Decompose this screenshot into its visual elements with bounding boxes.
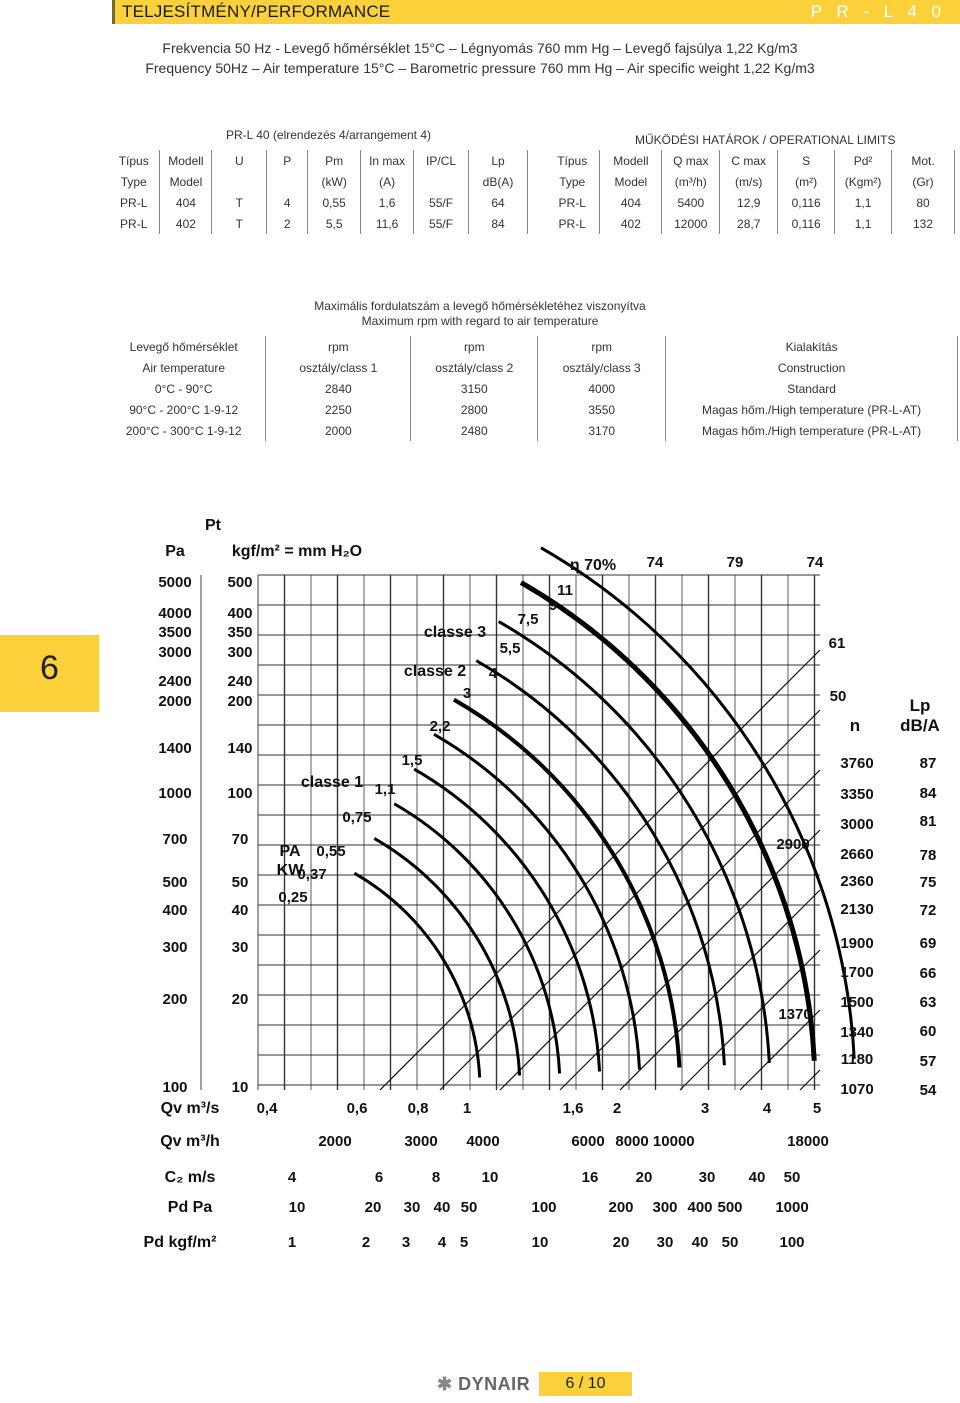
pdkgf-tick: 3 <box>401 1234 411 1251</box>
lp-value: 63 <box>919 994 937 1011</box>
table-header-cell: Típus <box>545 150 600 171</box>
table-row <box>108 213 528 234</box>
table-cell: 2000 <box>266 420 411 441</box>
table-header-cell: rpm <box>538 336 666 357</box>
qvh-tick: 2000 <box>318 1133 352 1150</box>
pa-tick: 100 <box>162 1079 188 1096</box>
rpm-value: 1900 <box>840 935 874 952</box>
efficiency-value: 61 <box>828 635 846 652</box>
table-header-cell <box>267 171 308 192</box>
power-value: 5,5 <box>499 640 521 657</box>
c2-tick: 10 <box>481 1169 499 1186</box>
header-accent <box>112 0 115 24</box>
pdkgf-tick: 4 <box>437 1234 447 1251</box>
rpm-value: 1180 <box>840 1051 874 1068</box>
table-cell: 0,55 <box>308 192 361 213</box>
rpm-value: 3000 <box>840 816 874 833</box>
pdkgf-tick: 20 <box>612 1234 630 1251</box>
table-cell: 2250 <box>266 399 411 420</box>
qvs-tick: 4 <box>762 1100 772 1117</box>
performance-curve <box>499 622 770 1063</box>
table-row <box>102 378 958 399</box>
table-cell: PR-L <box>545 192 600 213</box>
lp-label: Lp <box>909 696 931 715</box>
kgf-tick: 400 <box>227 605 253 622</box>
power-value: 7,5 <box>517 611 539 628</box>
kgf-tick: 50 <box>231 874 249 891</box>
table-header-row <box>545 171 955 192</box>
table-cell: Magas hőm./High temperature (PR-L-AT) <box>666 399 958 420</box>
rpm-value: 1070 <box>840 1081 874 1098</box>
kw-label: KW <box>276 862 304 879</box>
table-header-cell: (A) <box>361 171 414 192</box>
c2-tick: 8 <box>431 1169 441 1186</box>
table-header-cell: osztály/class 3 <box>538 357 666 378</box>
table-cell: 402 <box>160 213 212 234</box>
pdpa-tick: 200 <box>608 1199 634 1216</box>
brand-name: DYNAIR <box>458 1374 531 1394</box>
table-header-cell: C max <box>720 150 778 171</box>
table-row <box>545 192 955 213</box>
table-header-row <box>545 150 955 171</box>
spec-table <box>108 150 528 234</box>
pdpa-tick: 100 <box>531 1199 557 1216</box>
qvh-tick: 4000 <box>466 1133 500 1150</box>
lp-value: 75 <box>919 874 937 891</box>
table-cell: 132 <box>892 213 955 234</box>
qvs-label: Qv m³/s <box>160 1100 220 1117</box>
table-cell: 12000 <box>662 213 720 234</box>
pa-tick: 3500 <box>158 624 192 641</box>
table-header-cell: (kW) <box>308 171 361 192</box>
kgf-tick: 10 <box>231 1079 249 1096</box>
performance-curve <box>414 769 599 1071</box>
lp-value: 57 <box>919 1053 937 1070</box>
rpm-diagonal <box>380 650 820 1090</box>
qvs-tick: 1,6 <box>562 1100 584 1117</box>
c2-tick: 6 <box>374 1169 384 1186</box>
table-header-cell: Model <box>600 171 662 192</box>
power-value: 0,55 <box>316 843 346 860</box>
table-row <box>108 192 528 213</box>
rpm-value: 3350 <box>840 786 874 803</box>
pdpa-tick: 10 <box>288 1199 306 1216</box>
pa-tick: 3000 <box>158 644 192 661</box>
rpm-value: 2660 <box>840 846 874 863</box>
table-header-cell: Mot. <box>892 150 955 171</box>
pdpa-tick: 1000 <box>775 1199 809 1216</box>
kgf-tick: 140 <box>227 740 253 757</box>
c2-tick: 50 <box>783 1169 801 1186</box>
c2-tick: 40 <box>748 1169 766 1186</box>
table-cell: 1,1 <box>835 192 892 213</box>
table-cell: 200°C - 300°C 1-9-12 <box>102 420 266 441</box>
table-cell: 5,5 <box>308 213 361 234</box>
lp-value: 69 <box>919 935 937 952</box>
qvs-tick: 2 <box>612 1100 622 1117</box>
pdpa-tick: 500 <box>717 1199 743 1216</box>
table-header-row <box>102 336 958 357</box>
table-cell: 11,6 <box>361 213 414 234</box>
power-value: 4 <box>488 665 498 682</box>
table-header-cell: Type <box>108 171 160 192</box>
table-header-cell: P <box>267 150 308 171</box>
table-header-cell: Lp <box>469 150 528 171</box>
section-number: 6 <box>40 649 59 687</box>
table-header-cell: Levegő hőmérséklet <box>102 336 266 357</box>
table-header-cell: Modell <box>600 150 662 171</box>
pa-tick: 500 <box>162 874 188 891</box>
qvs-tick: 0,4 <box>256 1100 278 1117</box>
rpm-caption-en: Maximum rpm with regard to air temperature <box>361 314 599 328</box>
right-table-caption: MŰKÖDÉSI HATÁROK / OPERATIONAL LIMITS <box>635 133 896 147</box>
table-header-cell: dB(A) <box>469 171 528 192</box>
table-cell: PR-L <box>108 192 160 213</box>
power-value: 11 <box>557 582 573 599</box>
table-cell: 4000 <box>538 378 666 399</box>
conditions-hu: Frekvencia 50 Hz - Levegő hőmérséklet 15°C – Légnyomás 760 mm Hg – Levegő fajsúlya 1,22 Kg/m3 <box>162 40 798 56</box>
pa-tick: 300 <box>162 939 188 956</box>
pa-tick: 4000 <box>158 605 192 622</box>
kgf-tick: 240 <box>227 673 253 690</box>
pa-tick: 2000 <box>158 693 192 710</box>
power-value: 3 <box>462 685 472 702</box>
power-value: 1,5 <box>401 752 423 769</box>
pdpa-tick: 300 <box>652 1199 678 1216</box>
table-header-cell: Construction <box>666 357 958 378</box>
table-header-cell: In max <box>361 150 414 171</box>
pdpa-tick: 50 <box>460 1199 478 1216</box>
model-code: P R - L 4 0 <box>810 2 946 21</box>
table-cell: 3150 <box>411 378 538 399</box>
table-header-cell: Q max <box>662 150 720 171</box>
efficiency-value: 74 <box>806 554 824 571</box>
dynair-logo-icon: ✱ <box>437 1374 453 1394</box>
table-cell: Magas hőm./High temperature (PR-L-AT) <box>666 420 958 441</box>
table-header-cell: Air temperature <box>102 357 266 378</box>
lp-value: 78 <box>919 847 937 864</box>
qvs-tick: 1 <box>462 1100 472 1117</box>
table-header-cell: U <box>212 150 267 171</box>
pa-label: Pa <box>165 543 185 560</box>
table-header-cell: S <box>778 150 835 171</box>
table-header-cell: (m³/h) <box>662 171 720 192</box>
table-header-cell: (m/s) <box>720 171 778 192</box>
table-header-cell: (Kgm²) <box>835 171 892 192</box>
pdkgf-tick: 40 <box>691 1234 709 1251</box>
table-cell: 0,116 <box>778 192 835 213</box>
table-cell: 90°C - 200°C 1-9-12 <box>102 399 266 420</box>
kgf-tick: 100 <box>227 785 253 802</box>
pa-tick: 2400 <box>158 673 192 690</box>
rpm-value: 2360 <box>840 873 874 890</box>
kgf-tick: 70 <box>231 831 249 848</box>
table-cell: 404 <box>160 192 212 213</box>
pdpa-label: Pd Pa <box>167 1199 213 1216</box>
table-header-row <box>108 171 528 192</box>
rpm-diagonal <box>500 770 820 1090</box>
pdkgf-tick: 30 <box>656 1234 674 1251</box>
table-cell: 5400 <box>662 192 720 213</box>
rpm-label: n <box>849 716 861 735</box>
kgf-tick: 30 <box>231 939 249 956</box>
c2-label: C₂ m/s <box>164 1169 216 1186</box>
left-table-caption: PR-L 40 (elrendezés 4/arrangement 4) <box>226 128 431 142</box>
lp-value: 81 <box>919 813 937 830</box>
power-value: 0,75 <box>342 809 372 826</box>
table-header-cell: Pm <box>308 150 361 171</box>
fan-performance-chart <box>0 505 960 1265</box>
table-header-cell: Type <box>545 171 600 192</box>
power-value: 9 <box>548 597 558 614</box>
rpm-value: 3760 <box>840 755 874 772</box>
c2-tick: 16 <box>581 1169 599 1186</box>
c2-tick: 4 <box>287 1169 297 1186</box>
table-cell: 0,116 <box>778 213 835 234</box>
pdkgf-label: Pd kgf/m² <box>143 1234 217 1251</box>
table-header-cell: Modell <box>160 150 212 171</box>
table-cell: 404 <box>600 192 662 213</box>
table-header-cell: Pd² <box>835 150 892 171</box>
pt-label: Pt <box>205 517 221 534</box>
limits-table <box>545 150 955 234</box>
efficiency-value: 79 <box>726 554 744 571</box>
table-header-cell: Kialakítás <box>666 336 958 357</box>
efficiency-value: 74 <box>646 554 664 571</box>
table-header-cell <box>414 171 469 192</box>
performance-curve <box>374 838 519 1075</box>
table-cell: 3170 <box>538 420 666 441</box>
page-number-bar <box>539 1372 632 1396</box>
table-cell: T <box>212 192 267 213</box>
table-header-cell: Típus <box>108 150 160 171</box>
power-value: 0,25 <box>278 889 308 906</box>
pdpa-tick: 400 <box>687 1199 713 1216</box>
pdkgf-tick: 50 <box>721 1234 739 1251</box>
rpm-value: 2900 <box>776 836 810 853</box>
table-header-cell: Model <box>160 171 212 192</box>
lp-value: 60 <box>919 1023 937 1040</box>
table-cell: Standard <box>666 378 958 399</box>
table-cell: 1,6 <box>361 192 414 213</box>
table-cell: 3550 <box>538 399 666 420</box>
table-header-cell: (m²) <box>778 171 835 192</box>
lp-value: 54 <box>919 1082 937 1099</box>
pa-tick: 400 <box>162 902 188 919</box>
table-row <box>102 399 958 420</box>
table-cell: 1,1 <box>835 213 892 234</box>
kgf-tick: 200 <box>227 693 253 710</box>
table-cell: 28,7 <box>720 213 778 234</box>
table-cell: 2480 <box>411 420 538 441</box>
qvs-tick: 0,6 <box>346 1100 368 1117</box>
table-cell: 2840 <box>266 378 411 399</box>
pa-kw-label: PA <box>279 843 301 860</box>
power-value: 1,1 <box>374 781 396 798</box>
pa-tick: 200 <box>162 991 188 1008</box>
table-row <box>545 213 955 234</box>
pa-tick: 700 <box>162 831 188 848</box>
pdkgf-tick: 10 <box>531 1234 549 1251</box>
table-header-cell: osztály/class 1 <box>266 357 411 378</box>
c2-tick: 20 <box>635 1169 653 1186</box>
rpm-value: 2130 <box>840 901 874 918</box>
page-title: TELJESÍTMÉNY/PERFORMANCE <box>122 2 391 21</box>
pa-tick: 1400 <box>158 740 192 757</box>
qvh-tick: 6000 <box>571 1133 605 1150</box>
lp-value: 87 <box>919 755 937 772</box>
table-cell: 55/F <box>414 213 469 234</box>
pdpa-tick: 30 <box>403 1199 421 1216</box>
efficiency-label: η 70% <box>569 557 617 574</box>
kgf-label: kgf/m² = mm H₂O <box>231 543 363 560</box>
table-header-row <box>102 357 958 378</box>
pa-tick: 1000 <box>158 785 192 802</box>
pdkgf-tick: 2 <box>361 1234 371 1251</box>
pdkgf-tick: 100 <box>779 1234 805 1251</box>
class3-label: classe 3 <box>423 624 487 641</box>
table-cell: T <box>212 213 267 234</box>
qvh-tick: 8000 10000 <box>615 1133 695 1150</box>
table-cell: 12,9 <box>720 192 778 213</box>
kgf-tick: 40 <box>231 902 249 919</box>
table-cell: 2800 <box>411 399 538 420</box>
qvs-tick: 5 <box>812 1100 822 1117</box>
kgf-tick: 20 <box>231 991 249 1008</box>
table-cell: 84 <box>469 213 528 234</box>
pdpa-tick: 20 <box>364 1199 382 1216</box>
pa-tick: 5000 <box>158 574 192 591</box>
rpm-table <box>102 336 958 441</box>
table-header-cell: IP/CL <box>414 150 469 171</box>
rpm-caption-hu: Maximális fordulatszám a levegő hőmérsékletéhez viszonyítva <box>314 299 646 313</box>
page-number: 6 / 10 <box>565 1375 606 1392</box>
kgf-tick: 500 <box>227 574 253 591</box>
table-header-cell <box>212 171 267 192</box>
rpm-value: 1700 <box>840 964 874 981</box>
table-header-cell: rpm <box>411 336 538 357</box>
table-cell: PR-L <box>108 213 160 234</box>
table-header-cell: (Gr) <box>892 171 955 192</box>
header-bar <box>112 0 960 24</box>
lp-value: 66 <box>919 965 937 982</box>
table-cell: 64 <box>469 192 528 213</box>
table-cell: 402 <box>600 213 662 234</box>
c2-tick: 30 <box>698 1169 716 1186</box>
pdkgf-tick: 1 <box>287 1234 297 1251</box>
class2-label: classe 2 <box>403 663 467 680</box>
power-value: 2,2 <box>429 718 451 735</box>
table-header-cell: rpm <box>266 336 411 357</box>
lp-value: 72 <box>919 902 937 919</box>
kgf-tick: 350 <box>227 624 253 641</box>
dba-label: dB/A <box>900 716 940 735</box>
qvh-tick: 18000 <box>787 1133 829 1150</box>
table-header-cell: osztály/class 2 <box>411 357 538 378</box>
qvh-label: Qv m³/h <box>160 1133 220 1150</box>
lp-value: 84 <box>919 785 937 802</box>
efficiency-value: 50 <box>829 688 847 705</box>
pdpa-tick: 40 <box>433 1199 451 1216</box>
table-cell: 2 <box>267 213 308 234</box>
qvs-tick: 0,8 <box>407 1100 429 1117</box>
power-value: 0,37 <box>297 866 327 883</box>
table-header-row <box>108 150 528 171</box>
qvs-tick: 3 <box>700 1100 710 1117</box>
table-cell: 80 <box>892 192 955 213</box>
rpm-value: 1370 <box>778 1006 812 1023</box>
table-cell: PR-L <box>545 213 600 234</box>
conditions-en: Frequency 50Hz – Air temperature 15°C – Barometric pressure 760 mm Hg – Air specific weight 1,22 Kg/m3 <box>145 60 815 76</box>
pdkgf-tick: 5 <box>459 1234 469 1251</box>
rpm-diagonal <box>800 1070 820 1090</box>
class1-label: classe 1 <box>300 774 364 791</box>
qvh-tick: 3000 <box>404 1133 438 1150</box>
table-row <box>102 420 958 441</box>
kgf-tick: 300 <box>227 644 253 661</box>
table-cell: 55/F <box>414 192 469 213</box>
rpm-value: 1500 <box>840 994 874 1011</box>
brand-logo <box>437 1374 530 1395</box>
table-cell: 4 <box>267 192 308 213</box>
table-cell: 0°C - 90°C <box>102 378 266 399</box>
rpm-value: 1340 <box>840 1024 874 1041</box>
